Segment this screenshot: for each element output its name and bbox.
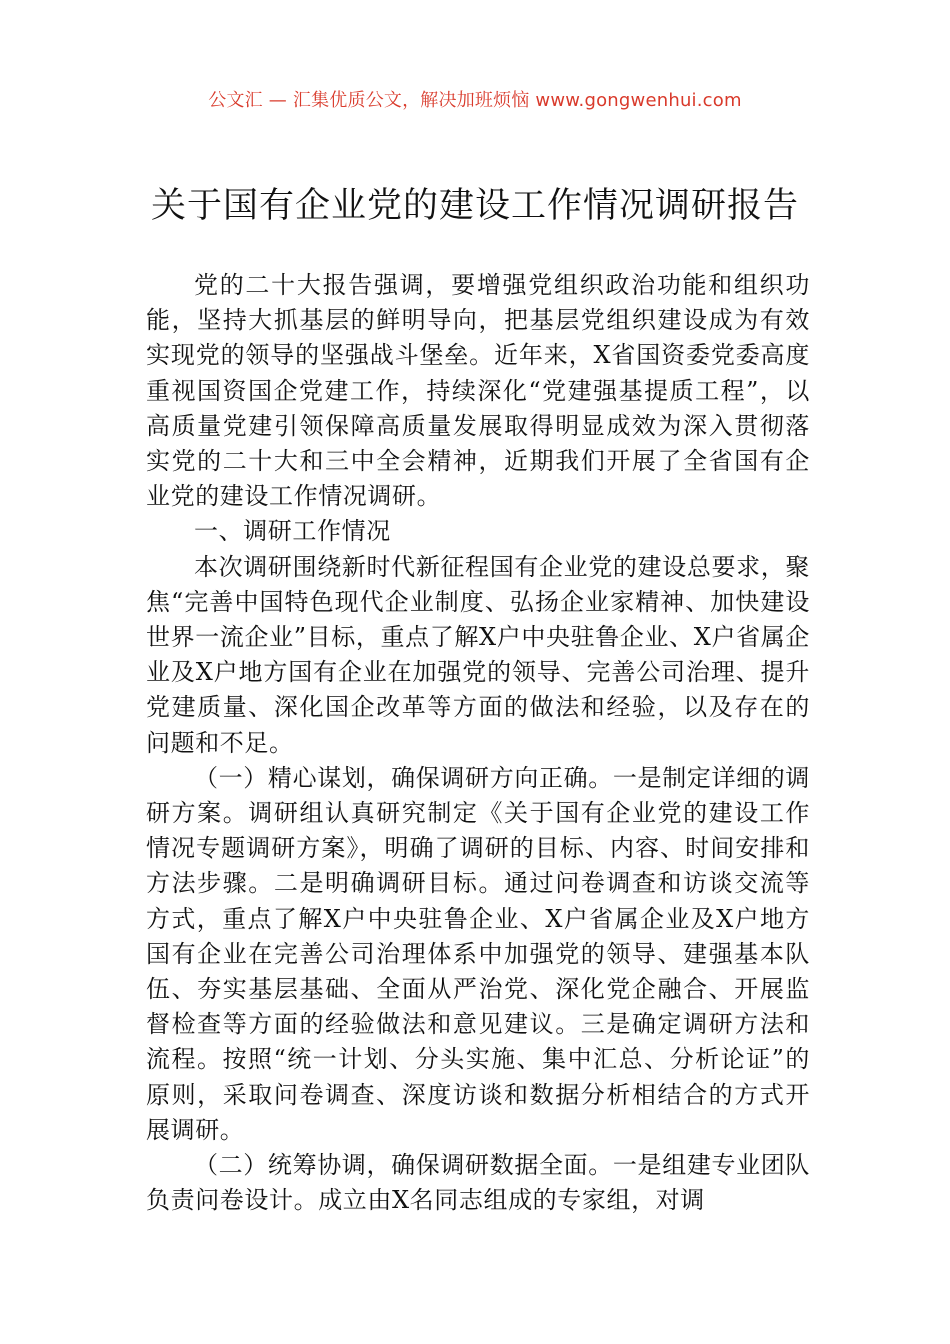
header-banner xyxy=(0,86,950,112)
paragraph-coordination: （二）统筹协调，确保调研数据全面。一是组建专业团队负责问卷设计。成立由X名同志组成的专家组，对调 xyxy=(146,1151,810,1215)
document-title: 关于国有企业党的建设工作情况调研报告 xyxy=(150,186,799,226)
document-body xyxy=(146,268,810,1218)
paragraph-overview: 本次调研围绕新时代新征程国有企业党的建设总要求，聚焦“完善中国特色现代企业制度、弘扬企业家精神、加快建设世界一流企业”目标，重点了解X户中央驻鲁企业、X户省属企业及X户地方国有企业在加强党的领导、完善公司治理、提升党建质量、深化国企改革等方面的做法和经验，以及存在的问题和不足。 xyxy=(146,552,810,757)
paragraph-intro: 党的二十大报告强调，要增强党组织政治功能和组织功能，坚持大抓基层的鲜明导向，把基层党组织建设成为有效实现党的领导的坚强战斗堡垒。近年来，X省国资委党委高度重视国资国企党建工作，持续深化“党建强基提质工程”，以高质量党建引领保障高质量发展取得明显成效为深入贯彻落实党的二十大和三中全会精神，近期我们开展了全省国有企业党的建设工作情况调研。 xyxy=(146,271,810,511)
section-heading: 一、调研工作情况 xyxy=(194,517,391,546)
paragraph-planning: （一）精心谋划，确保调研方向正确。一是制定详细的调研方案。调研组认真研究制定《关于国有企业党的建设工作情况专题调研方案》，明确了调研的目标、内容、时间安排和方法步骤。二是明确调研目标。通过问卷调查和访谈交流等方式，重点了解X户中央驻鲁企业、X户省属企业及X户地方国有企业在完善公司治理体系中加强党的领导、建强基本队伍、夯实基层基础、全面从严治党、深化党企融合、开展监督检查等方面的经验做法和意见建议。三是确定调研方法和流程。按照“统一计划、分头实施、集中汇总、分析论证”的原则，采取问卷调查、深度访谈和数据分析相结合的方式开展调研。 xyxy=(146,763,810,1144)
banner-link[interactable]: 公文汇 — 汇集优质公文，解决加班烦恼 www.gongwenhui.com xyxy=(208,90,742,111)
